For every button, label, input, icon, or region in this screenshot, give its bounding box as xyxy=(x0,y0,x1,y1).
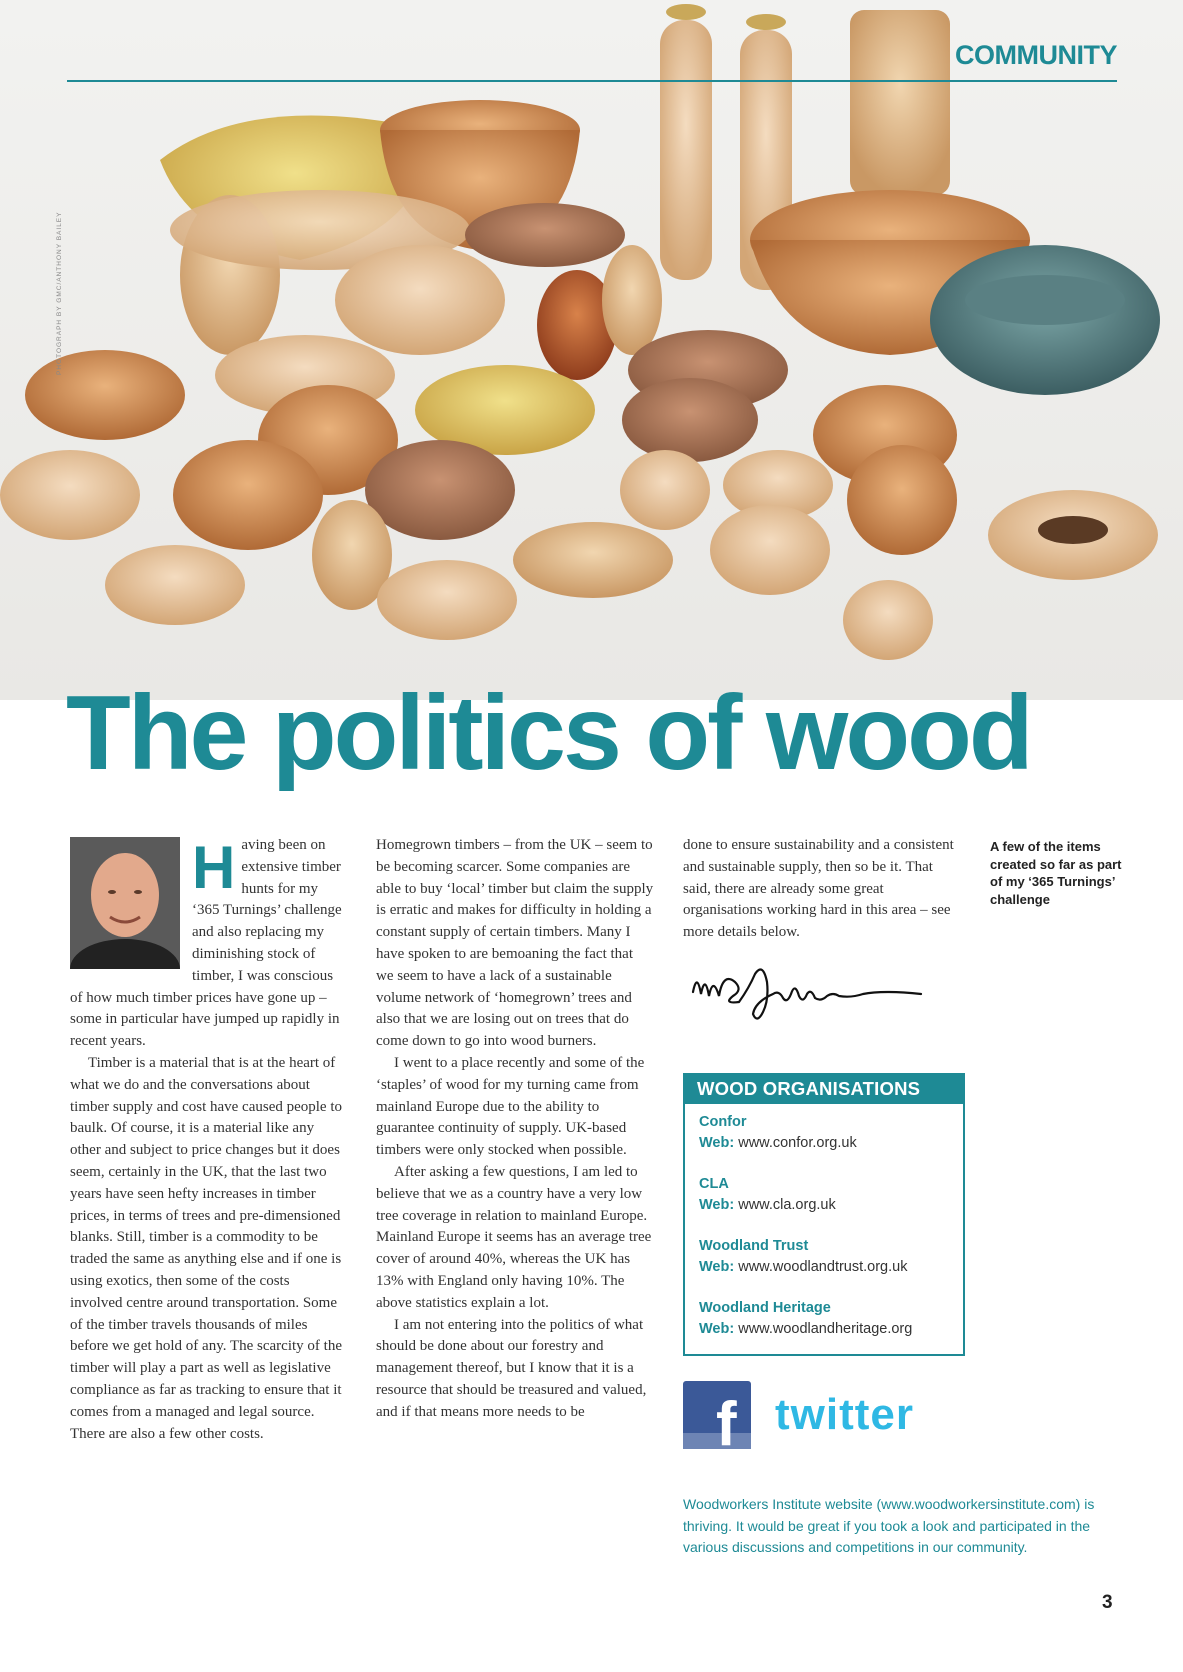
signature xyxy=(683,952,961,1047)
org-url[interactable]: www.confor.org.uk xyxy=(738,1134,857,1151)
web-label: Web: xyxy=(699,1320,735,1337)
facebook-icon[interactable] xyxy=(683,1381,751,1449)
web-label: Web: xyxy=(699,1134,735,1151)
org-url[interactable]: www.woodlandheritage.org xyxy=(738,1320,913,1337)
org-url[interactable]: www.cla.org.uk xyxy=(738,1196,836,1213)
org-name: CLA xyxy=(699,1175,729,1192)
author-portrait-icon xyxy=(70,837,180,969)
paragraph: aving been on extensive timber hunts for my ‘365 Turnings’ challenge and also replacing my diminishing stock of timber, I was conscious of how much timber prices have gone up – some in particular have jumped up rapidly in recent years. xyxy=(70,837,342,1050)
cylinder-vessel xyxy=(850,10,950,195)
photo-caption: A few of the items created so far as part of my ‘365 Turnings’ challenge xyxy=(990,839,1122,907)
org-item-woodland-heritage xyxy=(699,1298,949,1340)
paragraph: After asking a few questions, I am led to believe that we as a country have a very low tree coverage in relation to mainland Europe. Mainland Europe it seems has an average tree cover of around 40%, whereas the UK has 13% with England only having 10%. The above statistics explain a lot. xyxy=(376,1163,652,1311)
org-box-title: WOOD ORGANISATIONS xyxy=(685,1075,963,1104)
candlestick-left xyxy=(660,20,712,280)
photo-credit: PHOTOGRAPH BY GMC/ANTHONY BAILEY xyxy=(56,211,63,375)
mushroom-form xyxy=(710,505,830,595)
paragraph: I went to a place recently and some of the ‘staples’ of wood for my turning came from mainland Europe due to the ability to guarantee continuity of supply. UK-based timbers were only stocked when possible. xyxy=(376,1054,645,1159)
web-label: Web: xyxy=(699,1258,735,1275)
org-list xyxy=(685,1104,963,1354)
burr-hollow-form xyxy=(173,440,323,550)
org-item-cla xyxy=(699,1174,949,1216)
org-name: Woodland Trust xyxy=(699,1237,809,1254)
web-label: Web: xyxy=(699,1196,735,1213)
author-photo xyxy=(70,837,180,969)
social-links xyxy=(683,1381,961,1453)
section-label: COMMUNITY xyxy=(955,40,1117,70)
hero-photo xyxy=(0,0,1183,700)
page-number: 3 xyxy=(1102,1592,1113,1613)
article-column-2 xyxy=(376,835,654,1424)
facebook-glyph: f xyxy=(716,1389,737,1449)
article-column-3 xyxy=(683,835,961,1453)
paragraph: Homegrown timbers – from the UK – seem to be becoming scarcer. Some companies are able to buy ‘local’ timber but claim the supply is erratic and makes for difficulty in holding a constant supply of certain timbers. Many I have spoken to are bemoaning the fact that we seem to have a lack of a sustainable volume network of ‘homegrown’ trees and also that we are losing out on trees that do come down to go into wood burners. xyxy=(376,837,654,1050)
org-name: Woodland Heritage xyxy=(699,1299,831,1316)
twitter-logo-icon[interactable]: twitter xyxy=(775,1389,914,1439)
website-note: Woodworkers Institute website (www.woodworkersinstitute.com) is thriving. It would be great if you took a look and participated in the various discussions and competitions in our community. xyxy=(683,1496,1095,1555)
burr-bowl xyxy=(465,203,625,267)
org-url[interactable]: www.woodlandtrust.org.uk xyxy=(738,1258,908,1275)
dropcap: H xyxy=(192,834,236,901)
wood-organisations-box xyxy=(683,1073,965,1356)
wood-turnings-illustration xyxy=(0,0,1183,700)
org-name: Confor xyxy=(699,1113,747,1130)
org-item-woodland-trust xyxy=(699,1236,949,1278)
signature-icon xyxy=(683,952,943,1047)
section-rule xyxy=(67,80,1117,82)
org-item-confor xyxy=(699,1112,949,1154)
paragraph: Timber is a material that is at the heart of what we do and the conversations about timber supply and cost have caused people to baulk. Of course, it is a material like any other and subject to price changes but it does seem, certainly in the UK, that the last two years have seen hefty increases in timber prices, in terms of trees and pre-dimensioned blanks. Still, timber is a commodity to be traded the same as anything else and if one is using exotics, then some of the costs involved centre around transportation. Some of the timber travels thousands of miles before we get hold of any. The scarcity of the timber will play a part as well as legislative compliance as far as tracking to ensure that it comes from a managed and legal source. There are also a few other costs. xyxy=(70,1054,343,1442)
paragraph: done to ensure sustainability and a consistent and sustainable supply, then so be it. That said, there are already some great organisations working hard in this area – see more details below. xyxy=(683,837,954,941)
paragraph: I am not entering into the politics of what should be done about our forestry and management thereof, but I know that it is a resource that should be treasured and valued, and if that means more needs to be xyxy=(376,1316,647,1420)
headline: The politics of wood xyxy=(66,674,1031,792)
flared-bowl xyxy=(25,350,185,440)
round-bowl xyxy=(335,245,505,355)
article-column-1 xyxy=(70,835,345,1445)
